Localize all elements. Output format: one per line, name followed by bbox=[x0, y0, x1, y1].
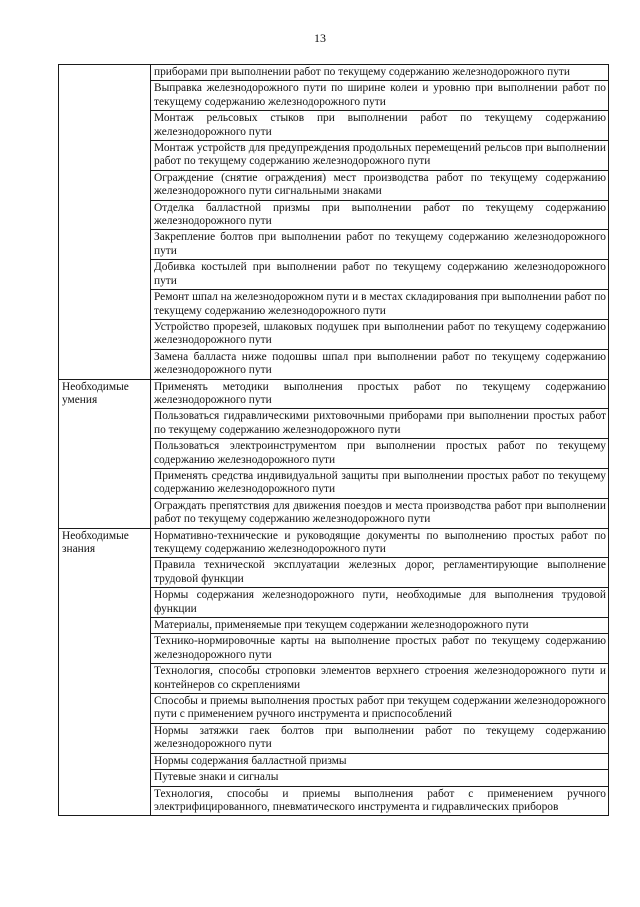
table-body bbox=[59, 65, 609, 816]
item-text-cell: Технология, способы и приемы выполнения работ с применением ручного электрифицированного, пневматического инструмента и гидравлических приборов bbox=[151, 786, 609, 816]
item-text-cell: Технико-нормировочные карты на выполнение простых работ по текущему содержанию железнодорожного пути bbox=[151, 634, 609, 664]
item-text-cell: Нормативно-технические и руководящие документы по выполнению простых работ по текущему содержанию железнодорожного пути bbox=[151, 528, 609, 558]
group-label-cell: Необходимые знания bbox=[59, 528, 151, 816]
item-text-cell: Устройство прорезей, шлаковых подушек при выполнении работ по текущему содержанию железнодорожного пути bbox=[151, 319, 609, 349]
competency-table bbox=[58, 64, 609, 816]
item-text-cell: Способы и приемы выполнения простых работ при текущем содержании железнодорожного пути с применением ручного инструмента и приспособлений bbox=[151, 694, 609, 724]
table-row bbox=[59, 379, 609, 409]
item-text-cell: Технология, способы строповки элементов верхнего строения железнодорожного пути и контейнеров со скреплениями bbox=[151, 664, 609, 694]
item-text-cell: Применять методики выполнения простых работ по текущему содержанию железнодорожного пути bbox=[151, 379, 609, 409]
item-text-cell: Пользоваться гидравлическими рихтовочными приборами при выполнении простых работ по текущему содержанию железнодорожного пути bbox=[151, 409, 609, 439]
item-text-cell: Нормы содержания железнодорожного пути, необходимые для выполнения трудовой функции bbox=[151, 588, 609, 618]
item-text-cell: Нормы содержания балластной призмы bbox=[151, 753, 609, 769]
item-text-cell: Нормы затяжки гаек болтов при выполнении работ по текущему содержанию железнодорожного пути bbox=[151, 723, 609, 753]
item-text-cell: Монтаж рельсовых стыков при выполнении работ по текущему содержанию железнодорожного пути bbox=[151, 111, 609, 141]
item-text-cell: Материалы, применяемые при текущем содержании железнодорожного пути bbox=[151, 618, 609, 634]
item-text-cell: Ограждение (снятие ограждения) мест производства работ по текущему содержанию железнодорожного пути сигнальными знаками bbox=[151, 170, 609, 200]
item-text-cell: Применять средства индивидуальной защиты при выполнении простых работ по текущему содержанию железнодорожного пути bbox=[151, 468, 609, 498]
group-label-cell bbox=[59, 65, 151, 380]
page-number: 13 bbox=[314, 31, 326, 45]
item-text-cell: приборами при выполнении работ по текущему содержанию железнодорожного пути bbox=[151, 65, 609, 81]
group-label-cell: Необходимые умения bbox=[59, 379, 151, 528]
table-row bbox=[59, 528, 609, 558]
item-text-cell: Добивка костылей при выполнении работ по текущему содержанию железнодорожного пути bbox=[151, 260, 609, 290]
item-text-cell: Замена балласта ниже подошвы шпал при выполнении работ по текущему содержанию железнодорожного пути bbox=[151, 349, 609, 379]
item-text-cell: Отделка балластной призмы при выполнении работ по текущему содержанию железнодорожного пути bbox=[151, 200, 609, 230]
item-text-cell: Путевые знаки и сигналы bbox=[151, 770, 609, 786]
item-text-cell: Ограждать препятствия для движения поездов и места производства работ при выполнении работ по текущему содержанию железнодорожного пути bbox=[151, 498, 609, 528]
item-text-cell: Монтаж устройств для предупреждения продольных перемещений рельсов при выполнении работ по текущему содержанию железнодорожного пути bbox=[151, 141, 609, 171]
item-text-cell: Закрепление болтов при выполнении работ по текущему содержанию железнодорожного пути bbox=[151, 230, 609, 260]
item-text-cell: Ремонт шпал на железнодорожном пути и в местах складирования при выполнении работ по текущему содержанию железнодорожного пути bbox=[151, 290, 609, 320]
table-row bbox=[59, 65, 609, 81]
item-text-cell: Правила технической эксплуатации железных дорог, регламентирующие выполнение трудовой функции bbox=[151, 558, 609, 588]
item-text-cell: Выправка железнодорожного пути по ширине колеи и уровню при выполнении работ по текущему содержанию железнодорожного пути bbox=[151, 81, 609, 111]
item-text-cell: Пользоваться электроинструментом при выполнении простых работ по текущему содержанию железнодорожного пути bbox=[151, 439, 609, 469]
